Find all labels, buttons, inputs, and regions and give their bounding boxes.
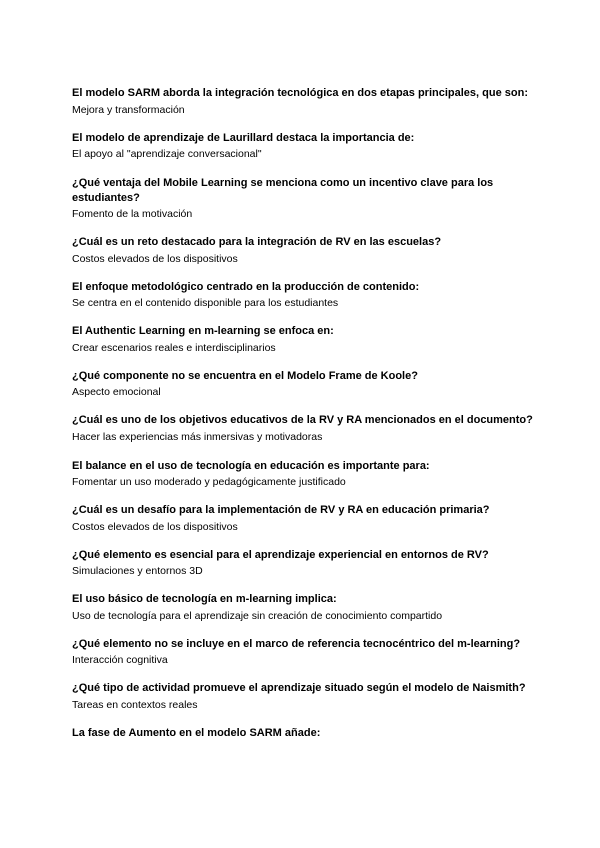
qa-item (72, 459, 542, 490)
question-text: ¿Qué tipo de actividad promueve el aprendizaje situado según el modelo de Naismith? (72, 682, 526, 694)
qa-item (72, 681, 542, 712)
answer-text: Tareas en contextos reales (72, 698, 198, 711)
answer-text: Fomento de la motivación (72, 208, 193, 220)
question-text: ¿Qué elemento no se incluye en el marco de referencia tecnocéntrico del m-learning? (72, 637, 521, 650)
answer-text: Costos elevados de los dispositivos (72, 252, 238, 265)
qa-item (72, 86, 542, 117)
question-text: El balance en el uso de tecnología en educación es importante para: (72, 459, 430, 472)
qa-item (72, 235, 542, 266)
answer-text: El apoyo al "aprendizaje conversacional" (72, 148, 262, 160)
question-text: El uso básico de tecnología en m-learning implica: (72, 593, 337, 605)
answer-text: Uso de tecnología para el aprendizaje sin creación de conocimiento compartido (72, 609, 443, 622)
question-text: ¿Cuál es un desafío para la implementación de RV y RA en educación primaria? (72, 504, 490, 516)
qa-item (72, 726, 542, 741)
answer-text: Hacer las experiencias más inmersivas y motivadoras (72, 430, 323, 443)
qa-item (72, 280, 542, 311)
answer-text: Mejora y transformación (72, 103, 185, 116)
qa-item (72, 131, 542, 162)
question-text: El modelo SARM aborda la integración tecnológica en dos etapas principales, que son: (72, 87, 528, 99)
answer-text: Aspecto emocional (72, 386, 161, 398)
answer-text: Crear escenarios reales e interdisciplinarios (72, 341, 276, 354)
answer-text: Interacción cognitiva (72, 654, 168, 666)
question-text: ¿Cuál es uno de los objetivos educativos de la RV y RA mencionados en el documento? (72, 414, 533, 426)
question-text: El Authentic Learning en m-learning se enfoca en: (72, 325, 334, 337)
qa-item (72, 324, 542, 355)
qa-item (72, 637, 542, 668)
answer-text: Simulaciones y entornos 3D (72, 565, 203, 577)
question-text: ¿Qué componente no se encuentra en el Modelo Frame de Koole? (72, 369, 418, 382)
question-text: ¿Qué elemento es esencial para el aprendizaje experiencial en entornos de RV? (72, 548, 489, 561)
qa-item (72, 503, 542, 534)
qa-item (72, 176, 542, 221)
answer-text: Se centra en el contenido disponible para los estudiantes (72, 297, 339, 309)
document-page (72, 86, 542, 742)
qa-item (72, 413, 542, 444)
question-text: El modelo de aprendizaje de Laurillard destaca la importancia de: (72, 131, 415, 144)
qa-item (72, 548, 542, 579)
question-text: El enfoque metodológico centrado en la producción de contenido: (72, 280, 420, 293)
qa-item (72, 369, 542, 400)
qa-item (72, 592, 542, 623)
question-text: La fase de Aumento en el modelo SARM añade: (72, 726, 321, 739)
question-text: ¿Qué ventaja del Mobile Learning se menciona como un incentivo clave para los estudiantes? (72, 177, 494, 204)
question-text: ¿Cuál es un reto destacado para la integración de RV en las escuelas? (72, 236, 442, 248)
answer-text: Costos elevados de los dispositivos (72, 520, 238, 533)
answer-text: Fomentar un uso moderado y pedagógicamente justificado (72, 476, 346, 488)
